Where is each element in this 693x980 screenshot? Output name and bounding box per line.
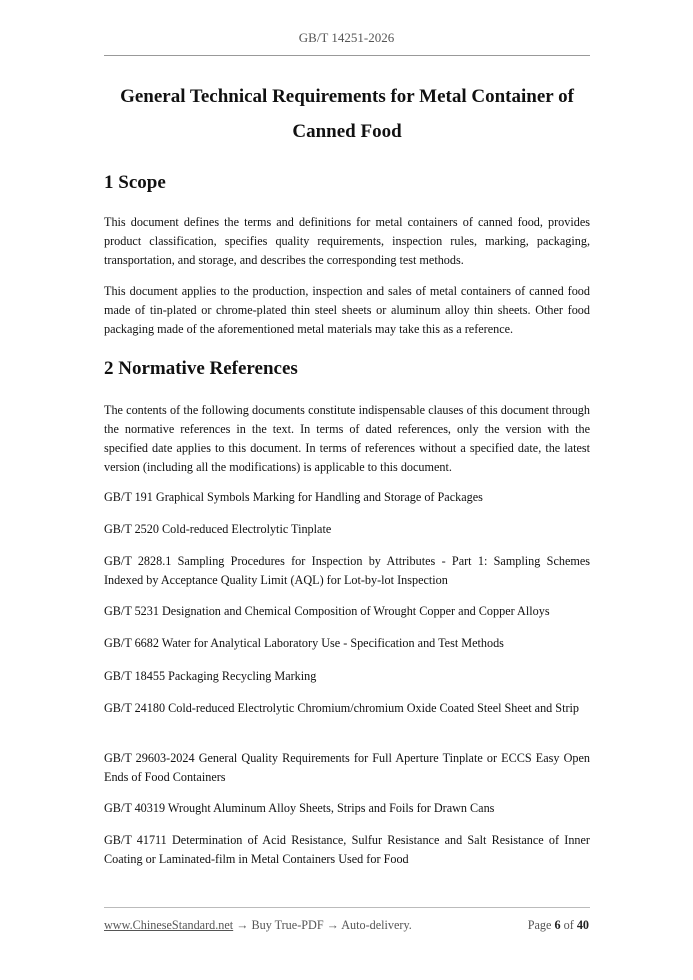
reference-item: GB/T 2828.1 Sampling Procedures for Inspection by Attributes - Part 1: Sampling Schemes Indexed by Acceptance Quality Limit (AQL) for Lot-by-lot Inspection <box>104 554 590 587</box>
page-of-label: of <box>563 918 574 932</box>
scope-paragraph-1: This document defines the terms and definitions for metal containers of canned food, provides product classification, specifies quality requirements, inspection rules, marking, packaging, transportation, and storage, and describes the corresponding test methods. <box>104 215 590 267</box>
document-title-line-1: General Technical Requirements for Metal Container of <box>120 86 574 107</box>
scope-paragraph-2: This document applies to the production, inspection and sales of metal containers of canned food made of tin-plated or chrome-plated thin steel sheets or aluminum alloy thin sheets. Other food packaging made of the aforementioned metal materials may take this as a reference. <box>104 284 590 336</box>
reference-item: GB/T 5231 Designation and Chemical Composition of Wrought Copper and Copper Alloys <box>104 604 550 618</box>
reference-item: GB/T 2520 Cold-reduced Electrolytic Tinplate <box>104 522 332 536</box>
section-heading-normative-references: 2 Normative References <box>104 358 298 379</box>
reference-item: GB/T 191 Graphical Symbols Marking for Handling and Storage of Packages <box>104 490 483 504</box>
reference-item: GB/T 29603-2024 General Quality Requirements for Full Aperture Tinplate or ECCS Easy Open Ends of Food Containers <box>104 751 590 784</box>
normative-intro-paragraph: The contents of the following documents constitute indispensable clauses of this document through the normative references in the text. In terms of dated references, only the version with the specified date applies to this document. In terms of references without a specified date, the latest version (including all the modifications) is applicable to this document. <box>104 403 590 474</box>
header-divider <box>104 55 590 56</box>
page-current: 6 <box>554 918 561 932</box>
section-heading-scope: 1 Scope <box>104 172 166 193</box>
reference-item: GB/T 6682 Water for Analytical Laboratory Use - Specification and Test Methods <box>104 636 504 650</box>
page-indicator <box>528 918 589 933</box>
footer-promo-text: → Buy True-PDF → Auto-delivery. <box>233 918 412 932</box>
page-total: 40 <box>576 918 589 932</box>
header-doc-number: GB/T 14251-2026 <box>298 30 395 45</box>
page-label: Page <box>527 918 552 932</box>
reference-item: GB/T 18455 Packaging Recycling Marking <box>104 669 317 683</box>
footer-divider <box>104 907 590 908</box>
reference-item: GB/T 40319 Wrought Aluminum Alloy Sheets, Strips and Foils for Drawn Cans <box>104 801 495 815</box>
site-link[interactable]: www.ChineseStandard.net <box>104 918 234 932</box>
reference-item: GB/T 24180 Cold-reduced Electrolytic Chromium/chromium Oxide Coated Steel Sheet and Strip <box>104 701 580 715</box>
document-title-line-2: Canned Food <box>292 121 402 142</box>
reference-item: GB/T 41711 Determination of Acid Resistance, Sulfur Resistance and Salt Resistance of Inner Coating or Laminated-film in Metal Containers Used for Food <box>104 833 590 866</box>
footer-promo <box>104 918 412 933</box>
